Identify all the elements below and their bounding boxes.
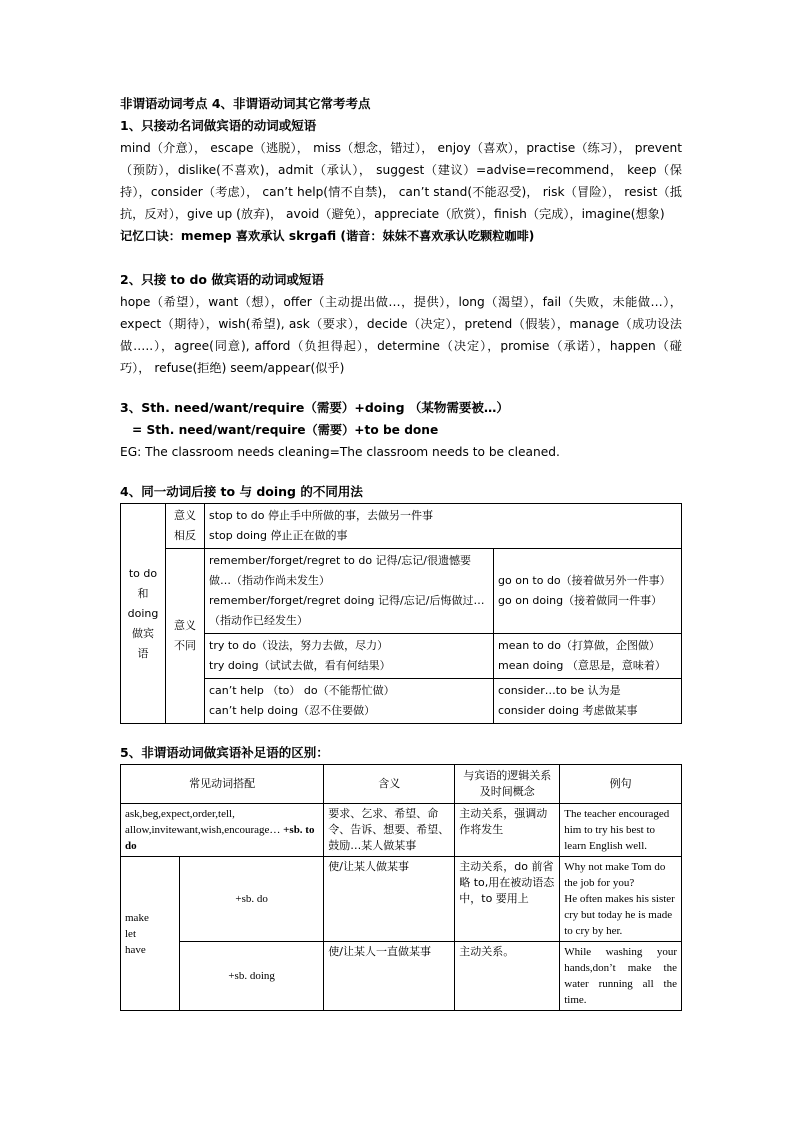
same-label: 意义 相反 bbox=[166, 504, 205, 549]
section1-memo: 记忆口诀：memep 喜欢承认 skrgafi (谐音：妹妹不喜欢承认吃颗粒咖啡) bbox=[120, 229, 535, 243]
section2-text: hope（希望），want（想），offer（主动提出做…，提供），long（渴望），fail（失败，未能做…），expect（期待），wish(希望), ask（要求），decide（决定），pretend（假装），manage（成功设法做…..），agree(同意), afford（负担得起），determine（决定），promise（承诺），happen（碰巧）， refuse(拒绝) seem/appear(似乎) bbox=[120, 295, 682, 375]
mean-cell: mean to do（打算做，企图做） mean doing （意思是，意味着） bbox=[494, 634, 682, 679]
r2-pattern: +sb. do bbox=[180, 857, 324, 942]
header-relation: 与宾语的逻辑关系及时间概念 bbox=[455, 765, 560, 804]
header-meaning: 含义 bbox=[324, 765, 455, 804]
make-verbs: make let have bbox=[121, 857, 180, 1011]
section4-title: 4、同一动词后接 to 与 doing 的不同用法 bbox=[120, 484, 363, 499]
diff-label: 意义 不同 bbox=[166, 549, 205, 724]
r2-meaning: 使/让某人做某事 bbox=[324, 857, 455, 942]
r2-example: Why not make Tom do the job for you? He often makes his sister cry but today he is made to cry by her. bbox=[560, 857, 682, 942]
r1-verbs: ask,beg,expect,order,tell, allow,invitewant,wish,encourage… +sb. to do bbox=[121, 804, 324, 857]
consider-cell: consider…to be 认为是 consider doing 考虑做某事 bbox=[494, 679, 682, 724]
r1-meaning: 要求、乞求、希望、命令、告诉、想要、希望、鼓励…某人做某事 bbox=[324, 804, 455, 857]
section3-example: EG: The classroom needs cleaning=The classroom needs to be cleaned. bbox=[120, 445, 560, 459]
r1-example: The teacher encouraged him to try his best to learn English well. bbox=[560, 804, 682, 857]
header-example: 例句 bbox=[560, 765, 682, 804]
section1-title: 1、只接动名词做宾语的动词或短语 bbox=[120, 118, 317, 133]
goon-cell: go on to do（接着做另外一件事） go on doing（接着做同一件事） bbox=[494, 549, 682, 634]
r3-pattern: +sb. doing bbox=[180, 942, 324, 1011]
complement-table bbox=[120, 764, 682, 1011]
r1-relation: 主动关系，强调动作将发生 bbox=[455, 804, 560, 857]
section3-title: 3、Sth. need/want/require（需要）+doing （某物需要被…） bbox=[120, 400, 509, 415]
document-page bbox=[120, 93, 682, 1011]
try-cell: try to do（设法，努力去做，尽力） try doing（试试去做，看有何结果） bbox=[205, 634, 494, 679]
section1-text: mind（介意）， escape（逃脱）， miss（想念，错过）， enjoy（喜欢），practise（练习）， prevent（预防），dislike(不喜欢)，admit（承认）， suggest（建议）=advise=recommend， keep（保持），consider（考虑）， can’t help(情不自禁)， can’t stand(不能忍受)， risk（冒险）， resist（抵抗，反对），give up (放弃)， avoid（避免），appreciate（欣赏），finish（完成），imagine(想象) bbox=[120, 141, 682, 221]
header-verbs: 常见动词搭配 bbox=[121, 765, 324, 804]
section5-title: 5、非谓语动词做宾语补足语的区别： bbox=[120, 745, 329, 760]
usage-table bbox=[120, 503, 682, 724]
rowhead-cell: to do 和 doing 做宾 语 bbox=[121, 504, 166, 724]
r3-relation: 主动关系。 bbox=[455, 942, 560, 1011]
r3-meaning: 使/让某人一直做某事 bbox=[324, 942, 455, 1011]
section2-title: 2、只接 to do 做宾语的动词或短语 bbox=[120, 272, 324, 287]
r2-relation: 主动关系，do 前省略 to,用在被动语态中，to 要用上 bbox=[455, 857, 560, 942]
canthelp-cell: can’t help （to） do（不能帮忙做） can’t help doing（忍不住要做） bbox=[205, 679, 494, 724]
remember-cell: remember/forget/regret to do 记得/忘记/很遗憾要做…（指动作尚未发生） remember/forget/regret doing 记得/忘记/后悔做过…（指动作已经发生） bbox=[205, 549, 494, 634]
r3-example: While washing your hands,don’t make the water running all the time. bbox=[560, 942, 682, 1011]
page-heading: 非谓语动词考点 4、非谓语动词其它常考考点 bbox=[120, 96, 371, 111]
section3-line2: = Sth. need/want/require（需要）+to be done bbox=[132, 423, 439, 437]
stop-cell: stop to do 停止手中所做的事，去做另一件事 stop doing 停止正在做的事 bbox=[205, 504, 682, 549]
